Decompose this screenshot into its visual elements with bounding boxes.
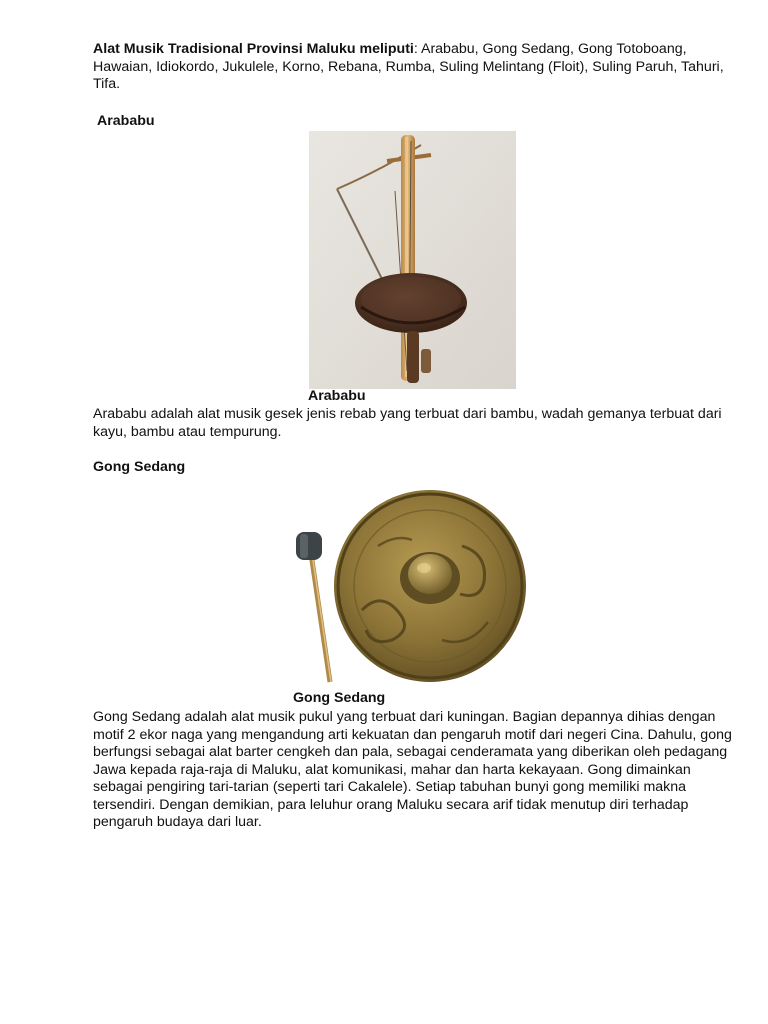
caption-gong-sedang: Gong Sedang xyxy=(293,690,386,706)
section-heading-arababu: Arababu xyxy=(97,113,155,129)
description-arababu: Arababu adalah alat musik gesek jenis rebab yang terbuat dari bambu, wadah gemanya terbuat dari kayu, bambu atau tempurung. xyxy=(93,406,722,440)
arababu-illustration xyxy=(309,131,516,389)
intro-instrument-list: : Arababu, Gong Sedang, Gong Totoboang, Hawaian, Idiokordo, Jukulele, Korno, Rebana, Rumba, Suling Melintang (Floit), Suling Paruh, Tahuri, Tifa. xyxy=(93,41,724,92)
description-gong-sedang: Gong Sedang adalah alat musik pukul yang terbuat dari kuningan. Bagian depannya dihias dengan motif 2 ekor naga yang mengandung arti kekuatan dan pengaruh motif dari negeri Cina. Dahulu, gong berfungsi sebagai alat barter cengkeh dan pala, sebagai cenderamata yang diberikan oleh pedagang Jawa kepada raja-raja di Maluku, alat komunikasi, mahar dan harta kekayaan. Gong dimainkan sebagai pengiring tari-tarian (seperti tari Cakalele). Setiap tabuhan bunyi gong memiliki makna tersendiri. Dengan demikian, para leluhur orang Maluku secara arif tidak menutup diri terhadap pengaruh budaya dari luar. xyxy=(93,709,732,830)
section-heading-gong-sedang: Gong Sedang xyxy=(93,459,186,475)
arababu-image xyxy=(309,131,516,389)
caption-arababu: Arababu xyxy=(308,388,366,404)
gong-sedang-image xyxy=(292,490,534,690)
gong-sedang-illustration xyxy=(292,490,534,690)
intro-lead: Alat Musik Tradisional Provinsi Maluku meliputi xyxy=(93,41,414,57)
intro-paragraph xyxy=(93,41,733,94)
